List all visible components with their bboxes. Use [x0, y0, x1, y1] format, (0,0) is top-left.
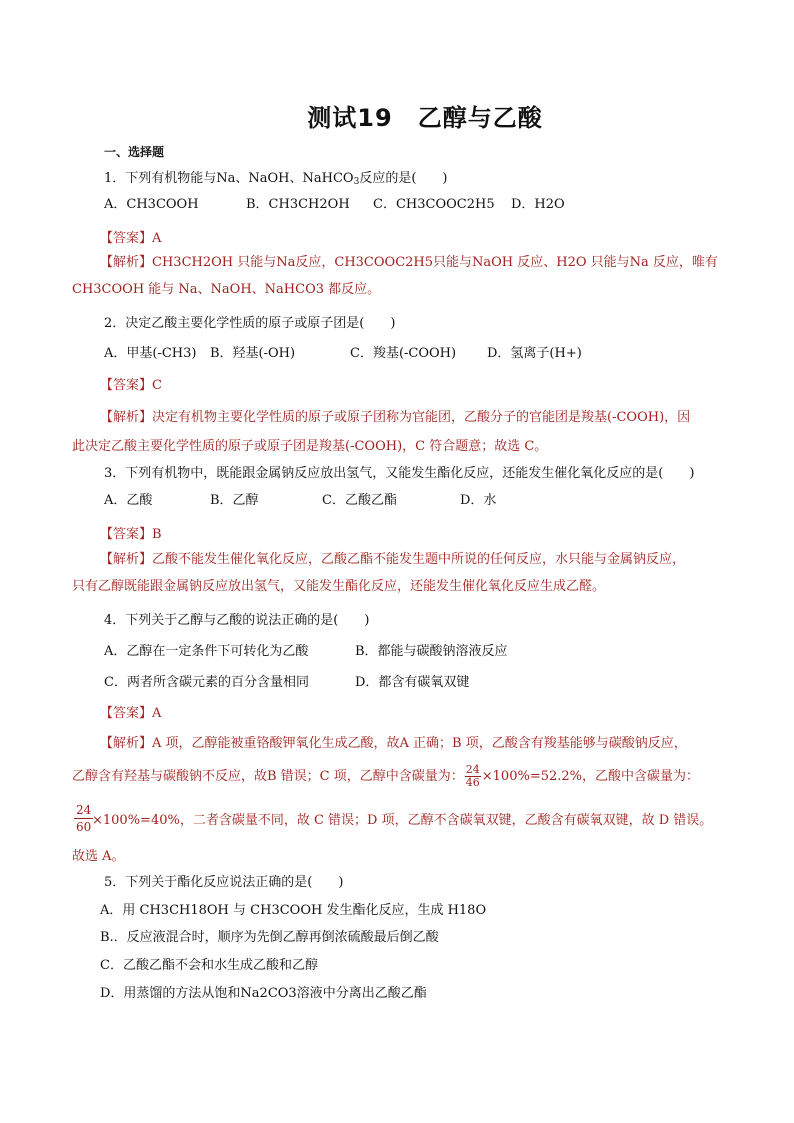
section-heading: 一、选择题 — [104, 145, 165, 159]
q1-answer: 【答案】A — [100, 231, 162, 246]
q5-option-a: A．用 CH3CH18OH 与 CH3COOH 发生酯化反应，生成 H18O — [100, 903, 487, 918]
answer-tag: 【答案】 — [100, 231, 153, 246]
q1-option-c: C．CH3COOC2H5 — [373, 197, 495, 212]
q4-option-d: D．都含有碳氧双键 — [355, 675, 470, 690]
question-4-options-row-2 — [104, 674, 469, 692]
q3-option-b: B．乙醇 — [210, 493, 259, 508]
question-2-stem: 2．决定乙酸主要化学性质的原子或原子团是( ) — [104, 316, 396, 331]
q1-option-d: D．H2O — [511, 197, 565, 212]
q1-analysis-line-1: 【解析】CH3CH2OH 只能与Na反应，CH3COOC2H5只能与NaOH 反应、H2O 只能与Na 反应，唯有 — [100, 255, 718, 270]
q2-analysis-line-1: 【解析】决定有机物主要化学性质的原子或原子团称为官能团，乙酸分子的官能团是羧基(-COOH)，因 — [100, 410, 691, 425]
q2-option-a: A．甲基(-CH3) — [104, 346, 197, 361]
question-3-stem: 3．下列有机物中，既能跟金属钠反应放出氢气，又能发生酯化反应，还能发生催化氧化反应的是( ) — [104, 466, 695, 481]
q5-option-c: C．乙酸乙酯不会和水生成乙酸和乙醇 — [100, 958, 318, 973]
page-title: 测试19 乙醇与乙酸 — [307, 104, 543, 132]
fraction-24-60: $\frac{24}{60}$ — [76, 803, 92, 834]
q3-analysis-line-2: 只有乙醇既能跟金属钠反应放出氢气，又能发生酯化反应，还能发生催化氧化反应生成乙醛。 — [72, 579, 606, 594]
q4-analysis-line-4: 故选 A。 — [72, 849, 125, 864]
q1-option-a: A．CH3COOH — [104, 197, 199, 212]
question-1-stem: 1．下列有机物能与Na、NaOH、NaHCO$_3$反应的是( ) — [104, 171, 448, 187]
question-5-stem: 5．下列关于酯化反应说法正确的是( ) — [104, 875, 344, 890]
q3-analysis-line-1: 【解析】乙酸不能发生催化氧化反应，乙酸乙酯不能发生题中所说的任何反应，水只能与金属钠反应， — [100, 552, 686, 567]
q3-option-c: C．乙酸乙酯 — [322, 493, 397, 508]
q5-option-d: D．用蒸馏的方法从饱和Na2CO3溶液中分离出乙酸乙酯 — [100, 986, 427, 1001]
q1-option-b: B．CH3CH2OH — [246, 197, 350, 212]
q2-option-c: C．羧基(-COOH) — [350, 346, 457, 361]
question-2-options — [104, 345, 582, 363]
question-4-options-row-1 — [104, 643, 508, 661]
q2-option-d: D．氢离子(H+) — [487, 346, 582, 361]
q3-option-d: D．水 — [460, 493, 497, 508]
question-1-options — [104, 196, 565, 214]
q4-analysis-line-3: ×100%=40%，二者含碳量不同，故 C 错误；D 项，乙醇不含碳氧双键，乙酸含有碳氧双键，故 D 错误。 — [92, 813, 713, 828]
q3-answer: 【答案】B — [100, 527, 162, 542]
q5-option-b: B.．反应液混合时，顺序为先倒乙醇再倒浓硫酸最后倒乙酸 — [100, 930, 439, 945]
q2-answer: 【答案】C — [100, 378, 162, 393]
q4-analysis-line-1: 【解析】A 项，乙醇能被重铬酸钾氧化生成乙酸，故A 正确；B 项，乙酸含有羧基能够与碳酸钠反应， — [100, 736, 687, 751]
q1-analysis-line-2: CH3COOH 能与 Na、NaOH、NaHCO3 都反应。 — [72, 282, 381, 297]
q4-option-c: C．两者所含碳元素的百分含量相同 — [104, 675, 309, 690]
q2-option-b: B．羟基(-OH) — [210, 346, 296, 361]
q4-answer: 【答案】A — [100, 706, 162, 721]
q4-analysis-line-2: 乙醇含有羟基与碳酸钠不反应，故B 错误；C 项，乙醇中含碳量为： $\frac{24}{46}$ ×100%=52.2%，乙酸中含碳量为： — [72, 763, 700, 789]
question-3-options — [104, 492, 496, 510]
question-4-stem: 4．下列关于乙醇与乙酸的说法正确的是( ) — [104, 613, 370, 628]
analysis-tag: 【解析】 — [100, 255, 153, 270]
fraction-24-46: $\frac{24}{46}$ — [465, 763, 480, 789]
q3-option-a: A．乙酸 — [104, 493, 153, 508]
q2-analysis-line-2: 此决定乙酸主要化学性质的原子或原子团是羧基(-COOH)，C 符合题意；故选 C。 — [72, 439, 548, 454]
q4-option-b: B．都能与碳酸钠溶液反应 — [355, 644, 508, 659]
q4-option-a: A．乙醇在一定条件下可转化为乙酸 — [104, 644, 309, 659]
